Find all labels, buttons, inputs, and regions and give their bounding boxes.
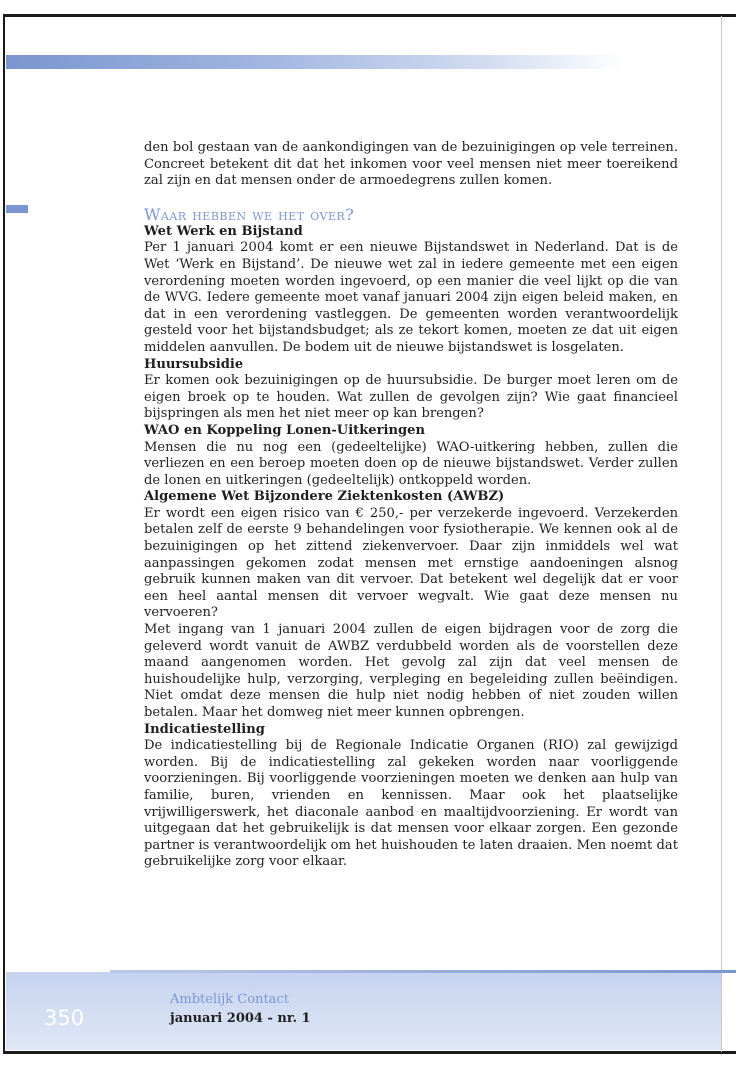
page-number: 350 [44, 1006, 85, 1030]
heading-huursubsidie: Huursubsidie [144, 356, 244, 372]
page-edge [721, 16, 722, 1052]
heading-wet-werk-en-bijstand: Wet Werk en Bijstand [144, 223, 303, 239]
article-body [144, 140, 678, 871]
paragraph-awbz-2: Met ingang van 1 januari 2004 zullen de eigen bijdragen voor de zorg die geleverd wordt vanuit de AWBZ verdubbeld worden als de voorstellen deze maand aangenomen worden. Het gevolg zal zijn dat veel mensen de huishoudelijke hulp, verzorging, verpleging en begeleiding zullen beëindigen. Niet omdat deze mensen die hulp niet nodig hebben of niet zouden willen betalen. Maar het domweg niet meer kunnen opbrengen. [144, 622, 678, 720]
publication-title: Ambtelijk Contact [170, 992, 289, 1007]
issue-label: januari 2004 - nr. 1 [170, 1011, 311, 1026]
intro-paragraph: den bol gestaan van de aankondigingen van de bezuinigingen op vele terreinen. Concreet betekent dit dat het inkomen voor veel mensen niet meer toereikend zal zijn en dat mensen onder de armoedegrens zullen komen. [144, 140, 678, 189]
heading-awbz: Algemene Wet Bijzondere Ziektenkosten (AWBZ) [144, 489, 505, 505]
heading-wao: WAO en Koppeling Lonen-Uitkeringen [144, 422, 426, 438]
paragraph-huursubsidie: Er komen ook bezuinigingen op de huursubsidie. De burger moet leren om de eigen broek op te houden. Wat zullen de gevolgen zijn? Wie gaat financieel bijspringen als men het niet meer op kan brengen? [144, 373, 678, 422]
paragraph-awbz-1: Er wordt een eigen risico van € 250,- per verzekerde ingevoerd. Verzekerden betalen zelf de eerste 9 behandelingen voor fysiotherapie. We kennen ook al de bezuinigingen op het zittend ziekenvervoer. Daar zijn inmiddels wel wat aanpassingen gekomen zodat mensen met ernstige aandoeningen alsnog gebruik kunnen maken van dit vervoer. Dat betekent wel degelijk dat er voor een heel aantal mensen dit vervoer wegvalt. Wie gaat deze mensen nu vervoeren? [144, 505, 678, 621]
paragraph-wet-werk-en-bijstand: Per 1 januari 2004 komt er een nieuwe Bijstandswet in Nederland. Dat is de Wet ‘Werk en Bijstand’. De nieuwe wet zal in iedere gemeente met een eigen verordening moeten worden ingevoerd, op een manier die veel lijkt op die van de WVG. Iedere gemeente moet vanaf januari 2004 zijn eigen beleid maken, en dat in een verordening vastleggen. De gemeenten worden verantwoordelijk gesteld voor het bijstandsbudget; als ze tekort komen, moeten ze dat uit eigen middelen aanvullen. De bodem uit de nieuwe bijstandswet is losgelaten. [144, 240, 678, 355]
paragraph-wao: Mensen die nu nog een (gedeeltelijke) WAO-uitkering hebben, zullen die verliezen en een beroep moeten doen op de nieuwe bijstandswet. Verder zullen de lonen en uitkeringen (gedeeltelijk) ontkoppeld worden. [144, 439, 678, 488]
heading-indicatiestelling: Indicatiestelling [144, 721, 265, 737]
top-color-band [6, 55, 626, 69]
section-title: Waar hebben we het over? [144, 204, 355, 224]
paragraph-indicatiestelling: De indicatiestelling bij de Regionale Indicatie Organen (RIO) zal gewijzigd worden. Bij de indicatiestelling zal gekeken worden naar voorliggende voorzieningen. Bij voorliggende voorzieningen moeten we denken aan hulp van familie, buren, vrienden en kennissen. Maar ook het plaatselijke vrijwilligerswerk, het diaconale aanbod en maaltijdvoorziening. Er wordt van uitgegaan dat het gebruikelijk is dat mensen voor elkaar zorgen. Een gezonde partner is verantwoordelijk om het huishouden te laten draaien. Men noemt dat gebruikelijke zorg voor elkaar. [144, 738, 678, 870]
footer-rule [110, 970, 736, 973]
side-tab-marker [6, 205, 28, 213]
footer-band [6, 972, 721, 1050]
